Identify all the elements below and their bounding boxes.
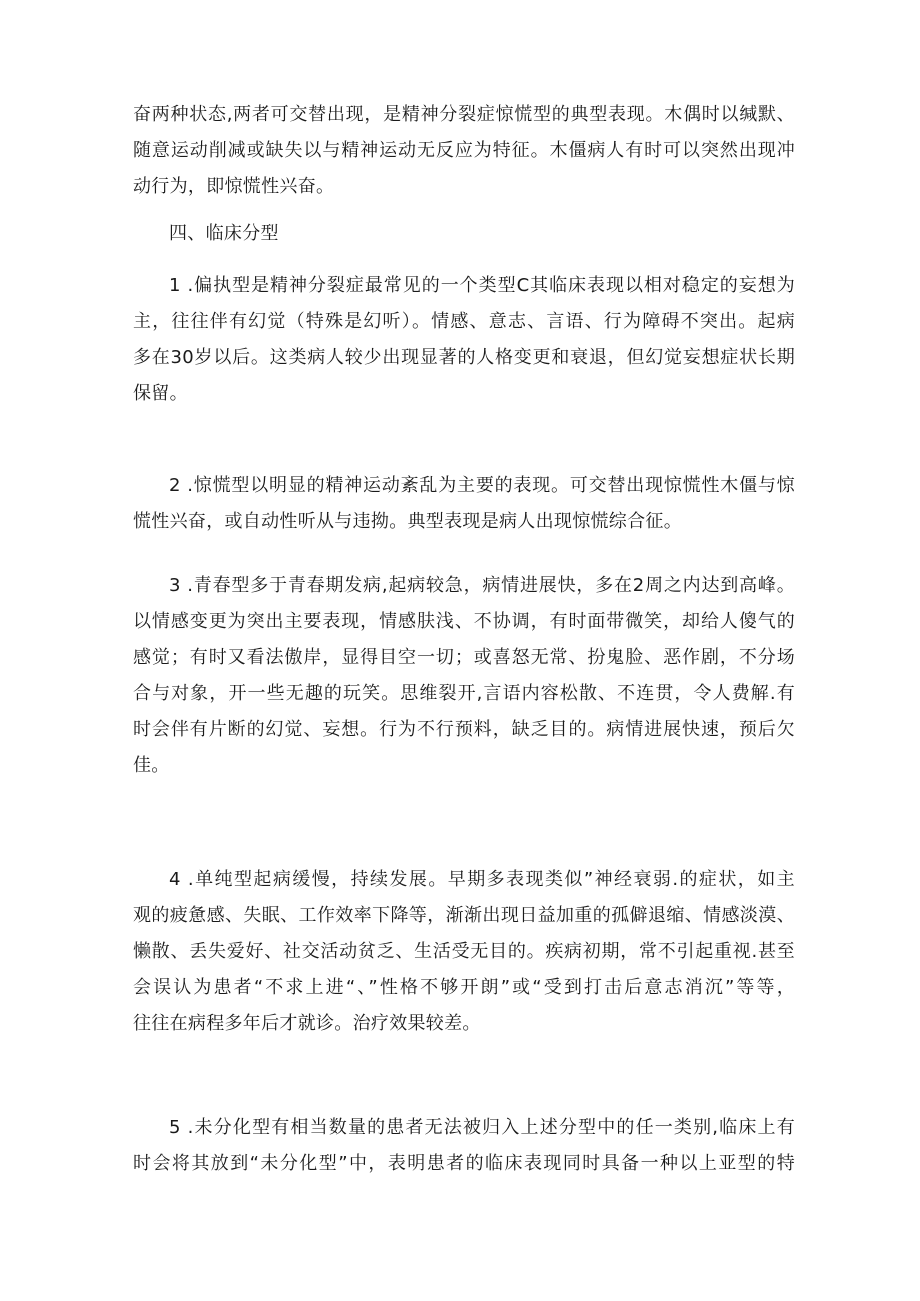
text-line: 观的疲惫感、失眠、工作效率下降等，渐渐出现日益加重的孤僻退缩、情感淡漠、 xyxy=(133,905,795,926)
paragraph-subtype-2 xyxy=(133,468,795,540)
text-line: 会误认为患者“不求上进“、”性格不够开朗”或“受到打击后意志消沉”等等， xyxy=(133,977,795,998)
paragraph-subtype-5 xyxy=(133,1110,795,1182)
text-line: 时会将其放到“未分化型”中，表明患者的临床表现同时具备一种以上亚型的特 xyxy=(133,1153,795,1174)
text-line: 懒散、丢失爱好、社交活动贫乏、生活受无目的。疾病初期，常不引起重视.甚至 xyxy=(133,941,795,962)
text-line: 佳。 xyxy=(133,755,170,776)
text-line: 以情感变更为突出主要表现，情感肤浅、不协调，有时面带微笑，却给人傻气的 xyxy=(133,611,795,632)
text-line: 往往在病程多年后才就诊。治疗效果较差。 xyxy=(133,1013,481,1034)
text-line: 合与对象，开一些无趣的玩笑。思维裂开,言语内容松散、不连贯，令人费解.有 xyxy=(133,683,795,704)
text-line: 4 .单纯型起病缓慢，持续发展。早期多表现类似”神经衰弱.的症状，如主 xyxy=(169,869,795,890)
text-line: 2 .惊慌型以明显的精神运动紊乱为主要的表现。可交替出现惊慌性木僵与惊 xyxy=(169,475,795,496)
text-line: 保留。 xyxy=(133,383,188,404)
text-line: 3 .青春型多于青春期发病,起病较急，病情进展快，多在2周之内达到高峰。 xyxy=(169,575,795,596)
text-line: 5 .未分化型有相当数量的患者无法被归入上述分型中的任一类别,临床上有 xyxy=(169,1117,795,1138)
text-line: 主，往往伴有幻觉（特殊是幻听）。情感、意志、言语、行为障碍不突出。起病 xyxy=(133,311,795,332)
text-line: 慌性兴奋，或自动性听从与违拗。典型表现是病人出现惊慌综合征。 xyxy=(133,511,682,532)
text-line: 感觉；有时又看法傲岸，显得目空一切；或喜怒无常、扮鬼脸、恶作剧，不分场 xyxy=(133,647,795,668)
text-line: 随意运动削减或缺失以与精神运动无反应为特征。木僵病人有时可以突然出现冲 xyxy=(133,140,795,161)
text-line: 1 .偏执型是精神分裂症最常见的一个类型C其临床表现以相对稳定的妄想为 xyxy=(169,275,795,296)
paragraph-continuation xyxy=(133,97,795,205)
text-line: 时会伴有片断的幻觉、妄想。行为不行预料，缺乏目的。病情进展快速，预后欠 xyxy=(133,719,795,740)
paragraph-subtype-1 xyxy=(133,268,795,412)
paragraph-subtype-3 xyxy=(133,568,795,784)
text-line: 多在30岁以后。这类病人较少出现显著的人格变更和衰退，但幻觉妄想症状长期 xyxy=(133,347,795,368)
paragraph-subtype-4 xyxy=(133,862,795,1042)
section-heading xyxy=(133,216,795,252)
text-line: 动行为，即惊慌性兴奋。 xyxy=(133,176,335,197)
section-heading-text: 四、临床分型 xyxy=(169,223,279,244)
text-line: 奋两种状态,两者可交替出现，是精神分裂症惊慌型的典型表现。木偶时以缄默、 xyxy=(133,104,795,125)
